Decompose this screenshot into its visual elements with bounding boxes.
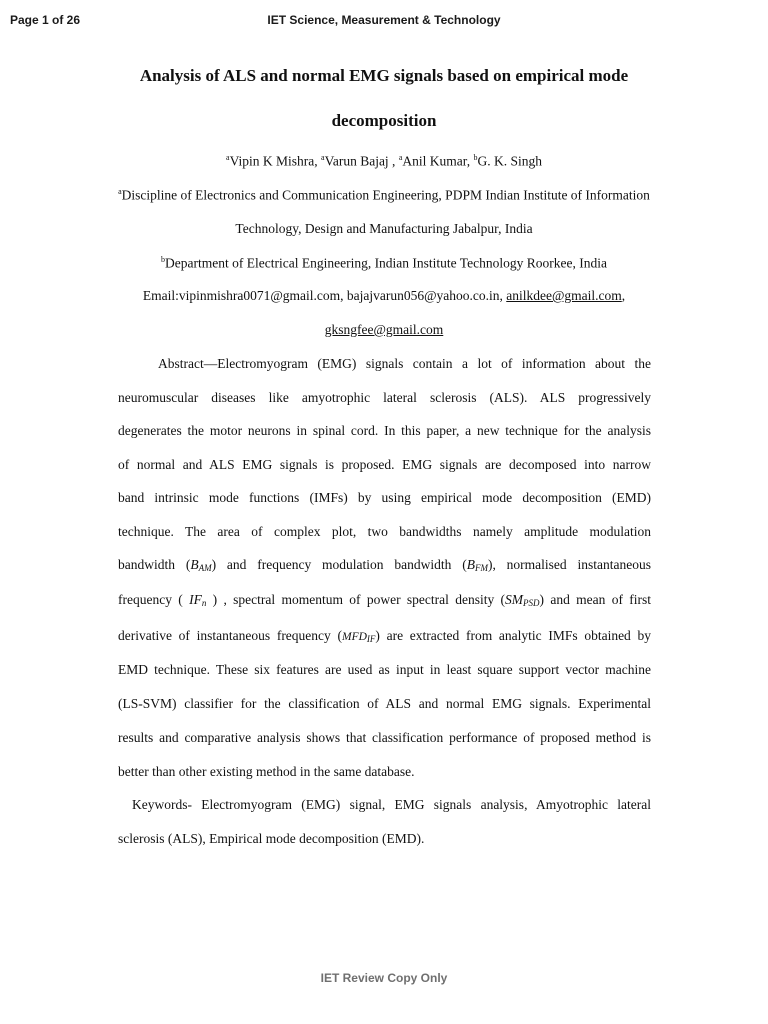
affiliation-mark: a bbox=[398, 153, 403, 162]
text-run: ), normalised instantaneous bbox=[487, 557, 651, 572]
affiliation-text: Discipline of Electronics and Communication Engineering, PDPM Indian Institute of Information bbox=[121, 187, 650, 203]
abstract-line: band intrinsic mode functions (IMFs) by using empirical mode decomposition (EMD) bbox=[118, 490, 651, 505]
affiliation-mark: a bbox=[226, 153, 230, 162]
affiliation-text: Department of Electrical Engineering, Indian Institute Technology Roorkee, India bbox=[165, 255, 607, 271]
abstract-line bbox=[118, 592, 651, 608]
abstract-line: EMD technique. These six features are used as input in least square support vector machine bbox=[118, 662, 651, 677]
symbol-subscript: n bbox=[201, 598, 207, 608]
symbol-b-fm: B bbox=[466, 557, 475, 572]
abstract-line: results and comparative analysis shows that classification performance of proposed method is bbox=[118, 730, 651, 745]
abstract-line: degenerates the motor neurons in spinal cord. In this paper, a new technique for the analysis bbox=[118, 423, 651, 438]
abstract-line: neuromuscular diseases like amyotrophic lateral sclerosis (ALS). ALS progressively bbox=[118, 390, 651, 405]
paper-title-line-1: Analysis of ALS and normal EMG signals based on empirical mode bbox=[139, 66, 629, 85]
abstract-line: technique. The area of complex plot, two bandwidths namely amplitude modulation bbox=[118, 524, 651, 539]
author-name: Vipin K Mishra, bbox=[229, 153, 322, 169]
page-number: Page 1 of 26 bbox=[10, 13, 81, 27]
symbol-b-am: B bbox=[190, 557, 199, 572]
email-line bbox=[40, 288, 728, 304]
affiliation-a-line-2: Technology, Design and Manufacturing Jabalpur, India bbox=[235, 221, 533, 236]
affiliation-mark: b bbox=[161, 255, 166, 264]
affiliation-mark: a bbox=[321, 153, 325, 162]
paper-title-line-2: decomposition bbox=[331, 111, 437, 130]
email-link[interactable]: anilkdee@gmail.com bbox=[506, 288, 622, 303]
email-separator: , bbox=[621, 288, 626, 303]
review-copy-footer: IET Review Copy Only bbox=[320, 971, 448, 985]
author-name: Anil Kumar, bbox=[402, 153, 474, 169]
abstract-line bbox=[118, 557, 651, 573]
author-name: G. K. Singh bbox=[477, 153, 542, 169]
text-run: frequency ( bbox=[118, 592, 190, 607]
email-text: Email:vipinmishra0071@gmail.com, bajajvarun056@yahoo.co.in, bbox=[142, 288, 507, 303]
email-line-2 bbox=[40, 322, 728, 338]
affiliation-mark: b bbox=[473, 153, 478, 162]
symbol-if: IF bbox=[189, 592, 202, 607]
journal-name: IET Science, Measurement & Technology bbox=[267, 13, 501, 27]
symbol-subscript: AM bbox=[198, 563, 212, 573]
keywords-line: sclerosis (ALS), Empirical mode decomposition (EMD). bbox=[118, 831, 425, 846]
text-run: ) , spectral momentum of power spectral density ( bbox=[206, 592, 506, 607]
symbol-mfd: MFD bbox=[342, 631, 367, 643]
affiliation-mark: a bbox=[118, 187, 122, 196]
text-run: ) and frequency modulation bandwidth ( bbox=[211, 557, 467, 572]
symbol-subscript: IF bbox=[366, 634, 376, 644]
abstract-line: better than other existing method in the same database. bbox=[118, 764, 415, 779]
email-link[interactable]: gksngfee@gmail.com bbox=[324, 322, 444, 337]
affiliation-b bbox=[40, 255, 728, 272]
abstract-line: Abstract—Electromyogram (EMG) signals contain a lot of information about the bbox=[158, 356, 651, 371]
keywords-line: Keywords- Electromyogram (EMG) signal, EMG signals analysis, Amyotrophic lateral bbox=[132, 797, 651, 812]
symbol-subscript: FM bbox=[474, 563, 488, 573]
abstract-line bbox=[118, 628, 651, 644]
author-list bbox=[40, 153, 728, 170]
symbol-sm: SM bbox=[505, 592, 524, 607]
author-name: Varun Bajaj , bbox=[324, 153, 399, 169]
abstract-line: (LS-SVM) classifier for the classification of ALS and normal EMG signals. Experimental bbox=[118, 696, 651, 711]
affiliation-a-line-1 bbox=[40, 187, 728, 204]
text-run: ) are extracted from analytic IMFs obtained by bbox=[375, 628, 652, 643]
symbol-subscript: PSD bbox=[523, 598, 540, 608]
abstract-line: of normal and ALS EMG signals is proposed. EMG signals are decomposed into narrow bbox=[118, 457, 651, 472]
text-run: ) and mean of first bbox=[539, 592, 652, 607]
text-run: derivative of instantaneous frequency ( bbox=[118, 628, 342, 643]
text-run: bandwidth ( bbox=[118, 557, 191, 572]
